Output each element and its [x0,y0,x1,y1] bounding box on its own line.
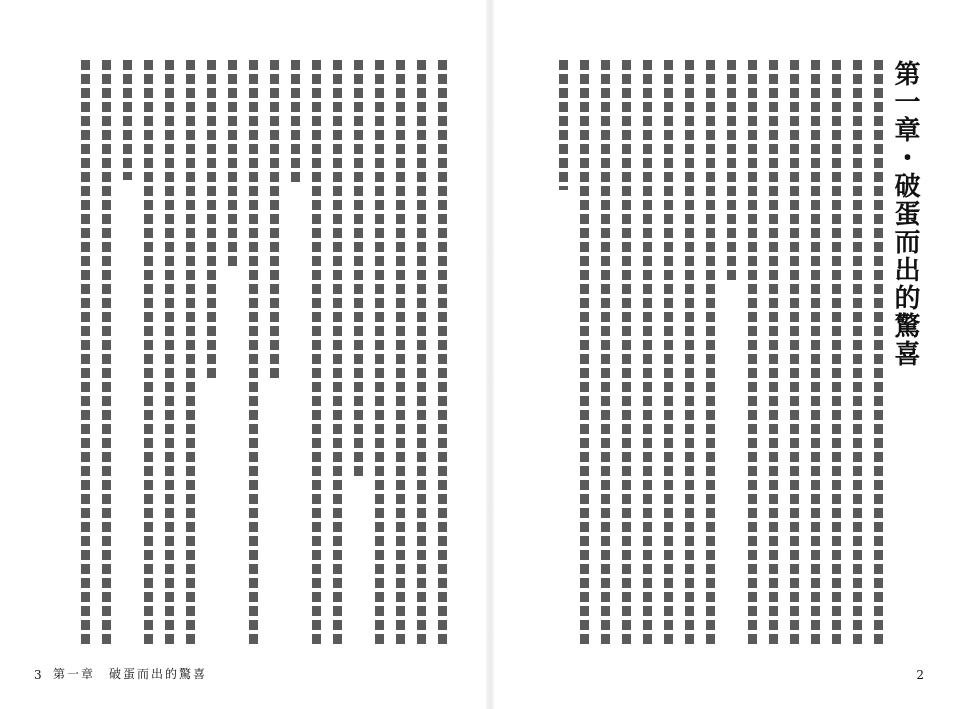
left-text-columns [55,60,450,650]
chapter-title: 第一章・破蛋而出的驚喜 [890,60,920,368]
folio-left: 3 [34,668,42,682]
right-text-columns [546,60,886,650]
folio: 2 [916,668,924,682]
running-head: 第一章 破蛋而出的驚喜 [53,667,208,681]
right-page [494,0,980,709]
left-page [0,0,486,709]
gutter [486,0,494,709]
